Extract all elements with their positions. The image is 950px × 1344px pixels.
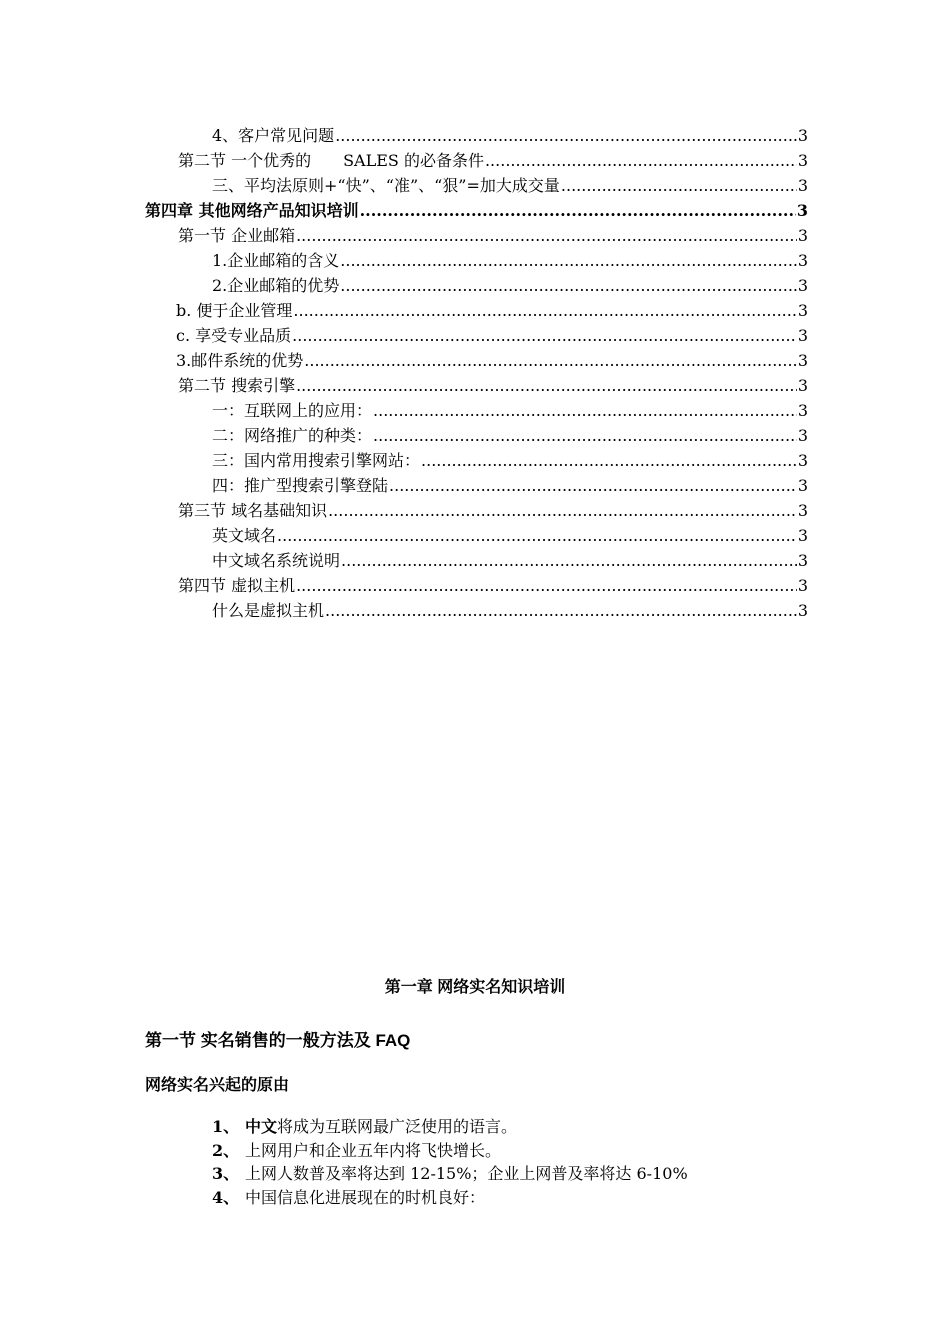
toc-entry[interactable]: 中文域名系统说明 ..... 3 <box>212 549 808 574</box>
toc-entry[interactable]: b. 便于企业管理 ..... 3 <box>176 299 808 324</box>
reasons-list <box>212 1115 688 1209</box>
toc-entry[interactable]: c. 享受专业品质 ..... 3 <box>176 324 808 349</box>
toc-entry[interactable]: 三、平均法原则+“快”、“准”、“狠”=加大成交量 ..... 3 <box>212 174 808 199</box>
toc-entry[interactable]: 四：推广型搜索引擎登陆 ..... 3 <box>212 474 808 499</box>
section-title: 第一节 实名销售的一般方法及 FAQ <box>145 1031 411 1050</box>
toc-entry[interactable]: 二：网络推广的种类： ..... 3 <box>212 424 808 449</box>
toc-entry[interactable]: 4、客户常见问题 ..... 3 <box>212 124 808 149</box>
sub-title: 网络实名兴起的原由 <box>145 1077 290 1094</box>
toc-entry[interactable]: 三：国内常用搜索引擎网站： ..... 3 <box>212 449 808 474</box>
toc-entry[interactable]: 英文域名 ..... 3 <box>212 524 808 549</box>
toc-entry[interactable]: 第四节 虚拟主机 ..... 3 <box>178 574 808 599</box>
toc-entry[interactable]: 1.企业邮箱的含义 ..... 3 <box>212 249 808 274</box>
toc-entry[interactable]: 第三节 域名基础知识 ..... 3 <box>178 499 808 524</box>
toc-entry[interactable]: 第一节 企业邮箱 ..... 3 <box>178 224 808 249</box>
toc-entry[interactable]: 第二节 一个优秀的 SALES 的必备条件 ..... 3 <box>178 149 808 174</box>
list-item: 4、 中国信息化进展现在的时机良好： <box>212 1187 486 1207</box>
toc-entry[interactable]: 第二节 搜索引擎 ..... 3 <box>178 374 808 399</box>
toc-entry[interactable]: 什么是虚拟主机 ..... 3 <box>212 599 808 624</box>
list-item: 3、 上网人数普及率将达到 12-15%；企业上网普及率将达 6-10% <box>212 1164 688 1183</box>
toc-entry-chapter[interactable]: 第四章 其他网络产品知识培训 ..... 3 <box>145 199 808 224</box>
list-item: 1、 中文将成为互联网最广泛使用的语言。 <box>212 1117 518 1136</box>
chapter-title: 第一章 网络实名知识培训 <box>384 979 566 996</box>
toc-entry[interactable]: 一：互联网上的应用： ..... 3 <box>212 399 808 424</box>
list-item: 2、 上网用户和企业五年内将飞快增长。 <box>212 1140 502 1160</box>
toc-entry[interactable]: 3.邮件系统的优势 ..... 3 <box>176 349 808 374</box>
toc-entry[interactable]: 2.企业邮箱的优势 ..... 3 <box>212 274 808 299</box>
